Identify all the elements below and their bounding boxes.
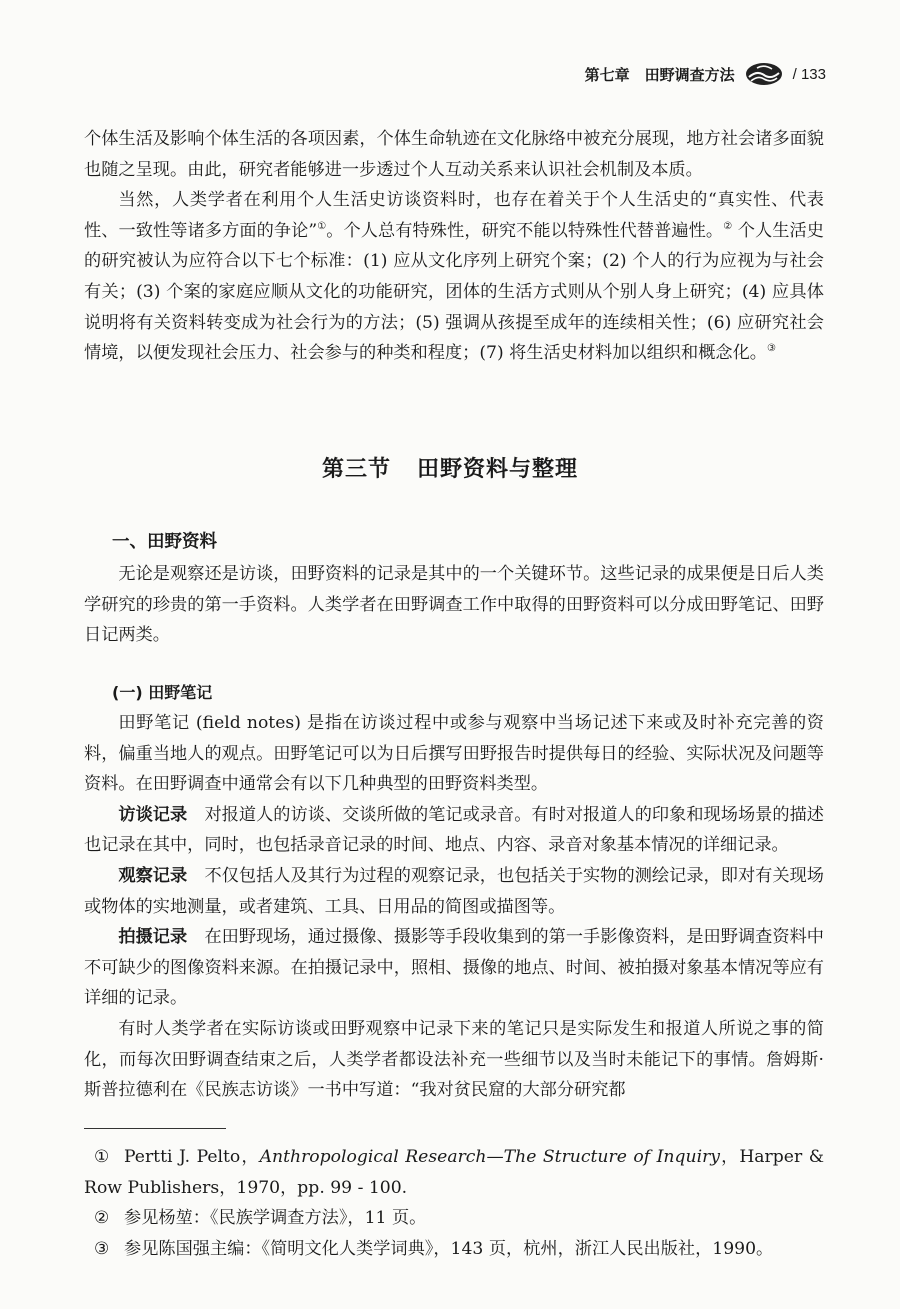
record-type-item: 拍摄记录 在田野现场，通过摄像、摄影等手段收集到的第一手影像资料，是田野调查资料中不可缺少的图像资料来源。在拍摄记录中，照相、摄像的地点、时间、被拍摄对象基本情况等应有详细的记录。 [84, 927, 824, 1009]
book-wave-icon [745, 62, 783, 86]
chapter-title: 第七章 田野调查方法 [584, 65, 735, 84]
footnote-divider [84, 1128, 226, 1129]
record-term: 观察记录 [118, 865, 188, 886]
section-heading: 第三节 田野资料与整理 [321, 457, 579, 482]
footnote-ref[interactable]: ② [723, 220, 733, 232]
record-type-item: 观察记录 不仅包括人及其行为过程的观察记录，也包括关于实物的测绘记录，即对有关现场或物体的实地测量，或者建筑、工具、日用品的简图或描图等。 [84, 865, 824, 917]
footnotes [84, 1142, 824, 1264]
subsubsection-text [84, 708, 824, 1106]
record-type-item: 访谈记录 对报道人的访谈、交谈所做的笔记或录音。有时对报道人的印象和现场场景的描述也记录在其中，同时，也包括录音记录的时间、地点、内容、录音对象基本情况的详细记录。 [84, 804, 824, 856]
opening-text [84, 124, 824, 369]
paragraph: 有时人类学者在实际访谈或田野观察中记录下来的笔记只是实际发生和报道人所说之事的简化，而每次田野调查结束之后，人类学者都设法补充一些细节以及当时未能记下的事情。詹姆斯·斯普拉德利在《民族志访谈》一书中写道：“我对贫民窟的大部分研究都 [84, 1018, 824, 1101]
subsubsection-heading: (一) 田野笔记 [112, 683, 213, 702]
footnote-ref[interactable]: ① [317, 220, 327, 232]
record-term: 访谈记录 [118, 804, 188, 825]
subsection-text [84, 559, 824, 651]
running-header [585, 62, 826, 86]
paragraph: 当然，人类学者在利用个人生活史访谈资料时，也存在着关于个人生活史的“真实性、代表性、一致性等诸多方面的争论”①。个人总有特殊性，研究不能以特殊性代替普遍性。② 个人生活史的研究被认为应符合以下七个标准：(1) 应从文化序列上研究个案；(2) 个人的行为应视为与社会有关；(3) 个案的家庭应顺从文化的功能研究，团体的生活方式则从个别人身上研究；(4) 应具体说明将有关资料转变成为社会行为的方法；(5) 强调从孩提至成年的连续相关性；(6) 应研究社会情境，以便发现社会压力、社会参与的种类和程度；(7) 将生活史材料加以组织和概念化。③ [84, 190, 824, 364]
paragraph: 无论是观察还是访谈，田野资料的记录是其中的一个关键环节。这些记录的成果便是日后人类学研究的珍贵的第一手资料。人类学者在田野调查工作中取得的田野资料可以分成田野笔记、田野日记两类。 [84, 564, 824, 646]
footnote: ③ 参见陈国强主编：《简明文化人类学词典》，143 页，杭州，浙江人民出版社，1990。 [94, 1238, 774, 1259]
record-term: 拍摄记录 [118, 927, 188, 948]
paragraph: 田野笔记 (field notes) 是指在访谈过程中或参与观察中当场记述下来或及时补充完善的资料，偏重当地人的观点。田野笔记可以为日后撰写田野报告时提供每日的经验、实际状况及问题等资料。在田野调查中通常会有以下几种典型的田野资料类型。 [84, 713, 824, 795]
paragraph: 个体生活及影响个体生活的各项因素，个体生命轨迹在文化脉络中被充分展现，地方社会诸多面貌也随之呈现。由此，研究者能够进一步透过个人互动关系来认识社会机制及本质。 [84, 129, 824, 180]
footnote: ② 参见杨堃：《民族学调查方法》，11 页。 [94, 1208, 427, 1229]
footnote: ① Pertti J. Pelto，Anthropological Research—The Structure of Inquiry，Harper & Row Publishers，1970，pp. 99 - 100. [84, 1147, 824, 1198]
subsection-heading: 一、田野资料 [112, 532, 217, 552]
footnote-ref[interactable]: ③ [766, 343, 776, 355]
page-number: / 133 [792, 65, 826, 83]
